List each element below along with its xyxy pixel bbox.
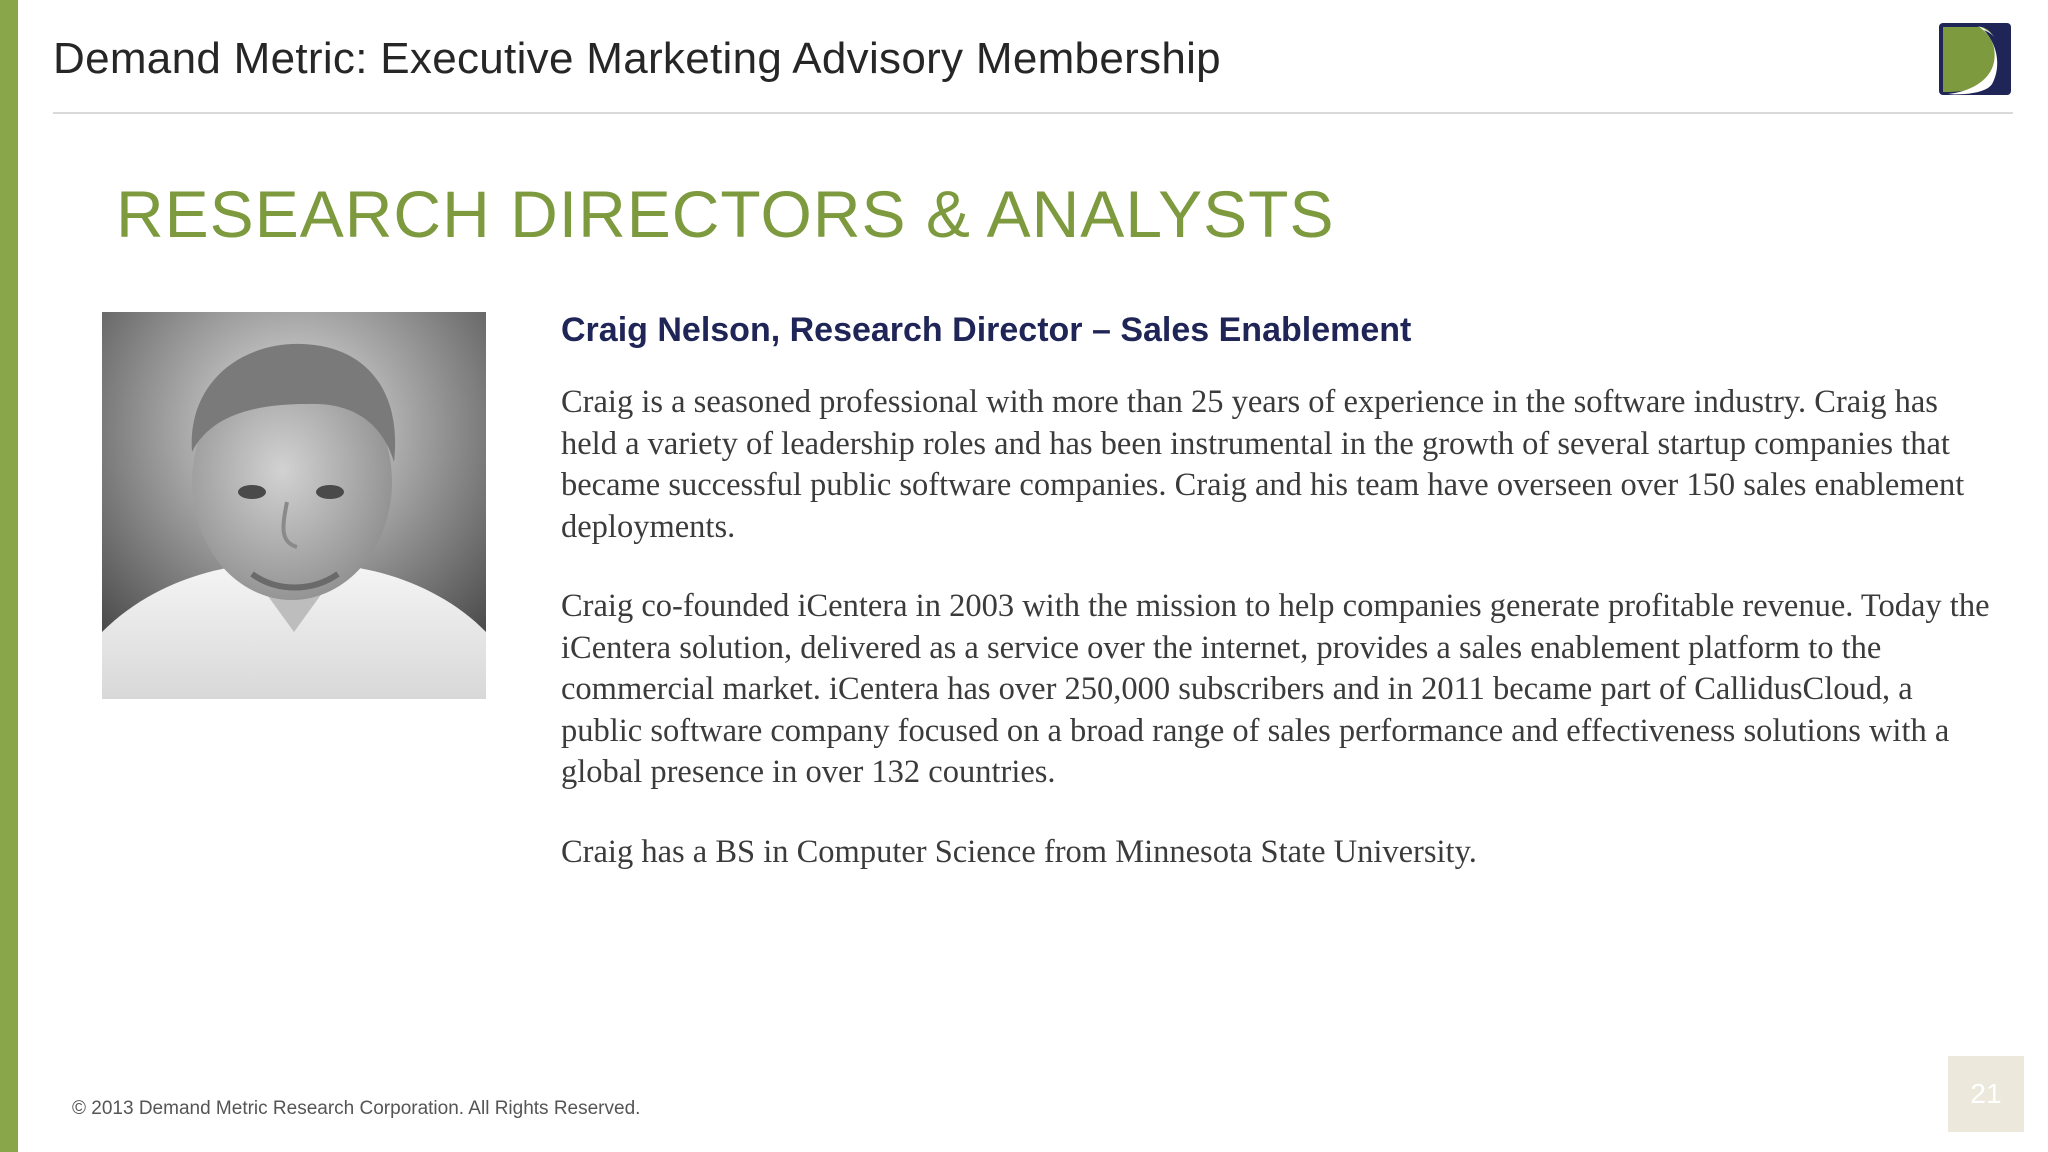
person-heading: Craig Nelson, Research Director – Sales Enablement bbox=[561, 311, 1412, 349]
bio-paragraph: Craig has a BS in Computer Science from Minnesota State University. bbox=[561, 833, 1477, 870]
accent-sidebar-bar bbox=[0, 0, 18, 1152]
bio-paragraph: Craig is a seasoned professional with more than 25 years of experience in the software industry. Craig has held a variety of leadership roles and has been instrumental in the growth of several startup companies that became successful public software companies. Craig and his team have overseen over 150 sales enablement deployments. bbox=[561, 384, 1965, 545]
profile-content bbox=[561, 306, 2001, 911]
header-divider bbox=[53, 112, 2013, 114]
photo-right-eye bbox=[316, 485, 344, 499]
portrait-photo-icon bbox=[102, 312, 486, 699]
portrait-svg bbox=[102, 312, 486, 699]
bio-paragraph: Craig co-founded iCentera in 2003 with the mission to help companies generate profitable revenue. Today the iCentera solution, delivered as a service over the internet, provides a sales enablement platform to the commercial market. iCentera has over 250,000 subscribers and in 2011 became part of CallidusCloud, a public software company focused on a broad range of sales performance and effectiveness solutions with a global presence in over 132 countries. bbox=[561, 588, 1990, 790]
section-title: RESEARCH DIRECTORS & ANALYSTS bbox=[116, 177, 1335, 251]
footer-copyright: © 2013 Demand Metric Research Corporation. All Rights Reserved. bbox=[72, 1098, 641, 1119]
page-number: 21 bbox=[1970, 1078, 2002, 1109]
photo-left-eye bbox=[238, 485, 266, 499]
header-title: Demand Metric: Executive Marketing Advisory Membership bbox=[53, 34, 1221, 83]
demand-metric-logo-icon bbox=[1938, 22, 2012, 96]
page-number-box bbox=[1948, 1056, 2024, 1132]
logo-svg bbox=[1938, 22, 2012, 96]
